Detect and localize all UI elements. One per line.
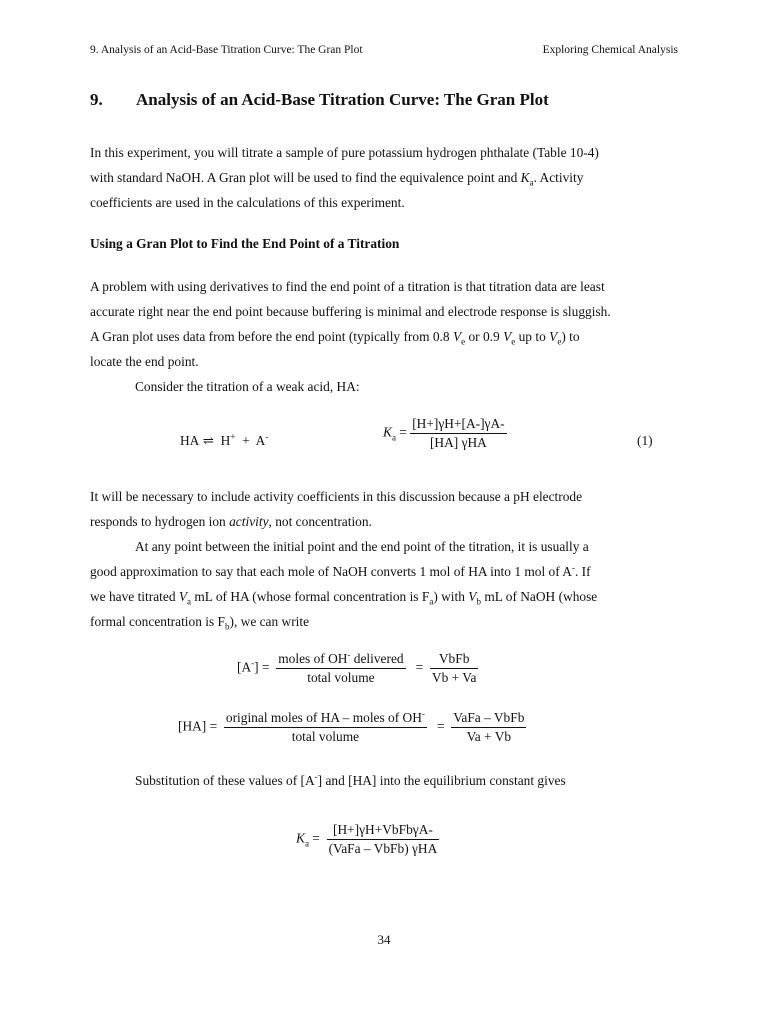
substituted-ka-equation: $K_a$ = $\frac{\text{[H+]γH+VbFbγA-}}{\text{(VaFa – VbFb) γHA}}$ xyxy=(296,822,438,856)
activity-paragraph xyxy=(90,484,680,634)
text-line: responds to hydrogen ion activity, not concentration. xyxy=(90,514,372,529)
chapter-title-text: Analysis of an Acid-Base Titration Curve: The Gran Plot xyxy=(136,90,549,109)
text-line: accurate right near the end point because buffering is minimal and electrode response is sluggish. xyxy=(90,304,611,319)
text-line: A Gran plot uses data from before the end point (typically from 0.8 $V_e$ or 0.9 $V_e$ up to $V_e$) to xyxy=(90,329,580,347)
text-line: Consider the titration of a weak acid, HA: xyxy=(135,379,360,394)
text-line: A problem with using derivatives to find the end point of a titration is that titration data are least xyxy=(90,279,605,294)
chapter-title xyxy=(90,90,549,110)
fraction: $\frac{\text{[H+]γH+VbFbγA-}}{\text{(VaFa – VbFb) γHA}}$ xyxy=(328,822,438,856)
fraction: $\frac{moles of OH^- delivered}{\text{total volume}}$ xyxy=(278,649,404,685)
text-line: Substitution of these values of [A-] and [HA] into the equilibrium constant gives xyxy=(135,771,566,788)
text-line: with standard NaOH. A Gran plot will be used to find the equivalence point and $K_a$. Activity xyxy=(90,170,584,188)
running-header-right: Exploring Chemical Analysis xyxy=(542,44,678,56)
acid-concentration-equation: [HA] = $\frac{original moles of HA - moles of OH^-}{\text{total volume}}$ = $\frac{\text{VaFa – VbFb}}{Va + Vb}$ xyxy=(178,708,525,744)
ka-fraction: $\frac{[H+]\gamma H+[A-]\gamma A-}{\text{[HA] γHA}}$ xyxy=(412,416,505,450)
equation-label: (1) xyxy=(637,433,653,448)
gran-plot-paragraph xyxy=(90,274,680,399)
text-line: At any point between the initial point and the end point of the titration, it is usually a xyxy=(135,539,589,554)
fraction: $\frac{original moles of HA - moles of OH^-}{\text{total volume}}$ xyxy=(225,708,425,744)
text-line: good approximation to say that each mole of NaOH converts 1 mol of HA into 1 mol of A-. If xyxy=(90,562,591,579)
page-number: 34 xyxy=(377,932,391,947)
anion-concentration-equation: [A-] = $\frac{moles of OH^- delivered}{\text{total volume}}$ = $\frac{\text{VbFb}}{Vb + Va}$ xyxy=(237,649,477,685)
chapter-number: 9. xyxy=(90,90,103,109)
running-header-left: 9. Analysis of an Acid-Base Titration Curve: The Gran Plot xyxy=(90,44,363,56)
section-subheading: Using a Gran Plot to Find the End Point of a Titration xyxy=(90,236,400,251)
fraction: $\frac{\text{VaFa – VbFb}}{Va + Vb}$ xyxy=(453,710,525,744)
text-line: coefficients are used in the calculations of this experiment. xyxy=(90,195,405,210)
reaction-equation: HA ⇌ H+ + A- xyxy=(180,431,269,448)
substitution-paragraph xyxy=(90,768,725,793)
text-line: locate the end point. xyxy=(90,354,199,369)
text-line: In this experiment, you will titrate a sample of pure potassium hydrogen phthalate (Table 10-4) xyxy=(90,145,599,160)
ka-expression: $K_a$ = $\frac{[H+]\gamma H+[A-]\gamma A-}{\text{[HA] γHA}}$ xyxy=(383,416,505,450)
text-line: we have titrated $V_a$ mL of HA (whose formal concentration is $F_a$) with $V_b$ mL of NaOH (whose xyxy=(90,589,598,607)
text-line: formal concentration is $F_b$), we can write xyxy=(90,614,310,632)
text-line: It will be necessary to include activity coefficients in this discussion because a pH electrode xyxy=(90,489,583,504)
intro-paragraph xyxy=(90,140,680,215)
fraction: $\frac{\text{VbFb}}{Vb + Va}$ xyxy=(431,651,477,685)
